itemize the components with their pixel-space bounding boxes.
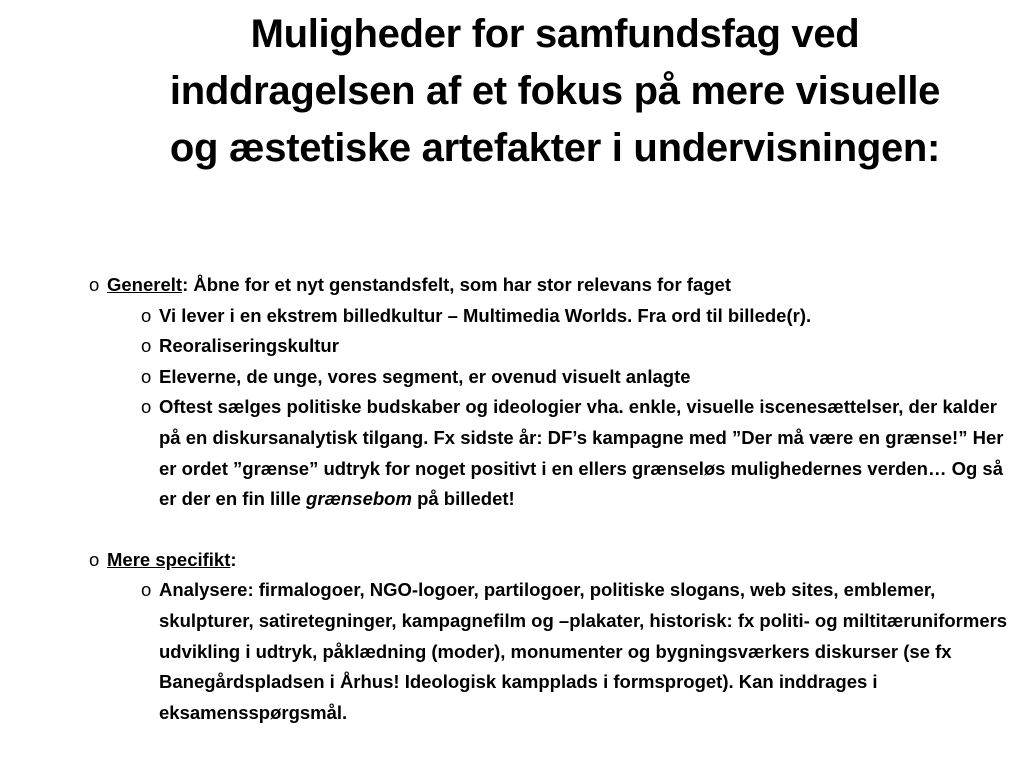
sub-bullet-text: Vi lever i en ekstrem billedkultur – Multimedia Worlds. Fra ord til billede(r). <box>159 304 812 326</box>
heading-generelt: Generelt <box>107 274 183 295</box>
sub-bullet-text: Reoraliseringskultur <box>159 335 339 357</box>
sub-bullet-italic: grænsebom <box>306 488 412 510</box>
bullet-marker: o <box>141 335 152 357</box>
sub-bullet-text: Analysere: firmalogoer, NGO-logoer, partilogoer, politiske slogans, web sites, emblemer, skulpturer, satiretegninger, kampagnefilm og –plakater, historisk: fx politi- og miltitæruniformers udvikling i udtryk, påklædning (moder), monumenter og bygningsværkers diskurser (se fx Banegårdspladsen i Århus! Ideologisk kampplads i formsproget). Kan inddrages i eksamensspørgsmål. <box>159 579 1008 723</box>
sub-bullet-oftest <box>141 392 1009 514</box>
sub-bullet-analysere <box>141 575 1009 728</box>
mere-specifikt-colon: : <box>230 548 237 570</box>
bullet-mere-specifikt <box>89 545 1009 576</box>
sub-bullet-reoralisering <box>141 331 1009 362</box>
sub-bullet-billedkultur <box>141 301 1009 332</box>
bullet-marker: o <box>141 579 152 601</box>
sub-bullet-eleverne <box>141 362 1009 393</box>
bullet-marker: o <box>141 304 152 326</box>
heading-mere-specifikt: Mere specifikt <box>107 548 231 570</box>
slide-content <box>89 270 1009 728</box>
bullet-marker: o <box>89 548 100 570</box>
bullet-generelt <box>89 270 1009 301</box>
bullet-marker: o <box>141 365 152 387</box>
spacer <box>89 515 1009 545</box>
sub-bullet-text-end: på billedet! <box>417 488 515 510</box>
slide-title: Muligheder for samfundsfag ved inddragelsen af et fokus på mere visuelle og æstetiske artefakter i undervisningen: <box>169 12 941 170</box>
sub-bullet-text: Oftest sælges politiske budskaber og ideologier vha. enkle, visuelle iscenesættelser, der kalder på en diskursanalytisk tilgang. Fx sidste år: DF’s kampagne med ”Der må være en grænse!” Her er ordet ”grænse” udtryk for noget positivt i en ellers grænseløs mulighedernes verden… Og så er der en fin lille <box>159 396 1004 510</box>
bullet-marker: o <box>141 396 152 418</box>
bullet-marker: o <box>89 274 100 295</box>
generelt-text: : Åbne for et nyt genstandsfelt, som har stor relevans for faget <box>182 274 732 295</box>
sub-bullet-text: Eleverne, de unge, vores segment, er ovenud visuelt anlagte <box>159 365 691 387</box>
